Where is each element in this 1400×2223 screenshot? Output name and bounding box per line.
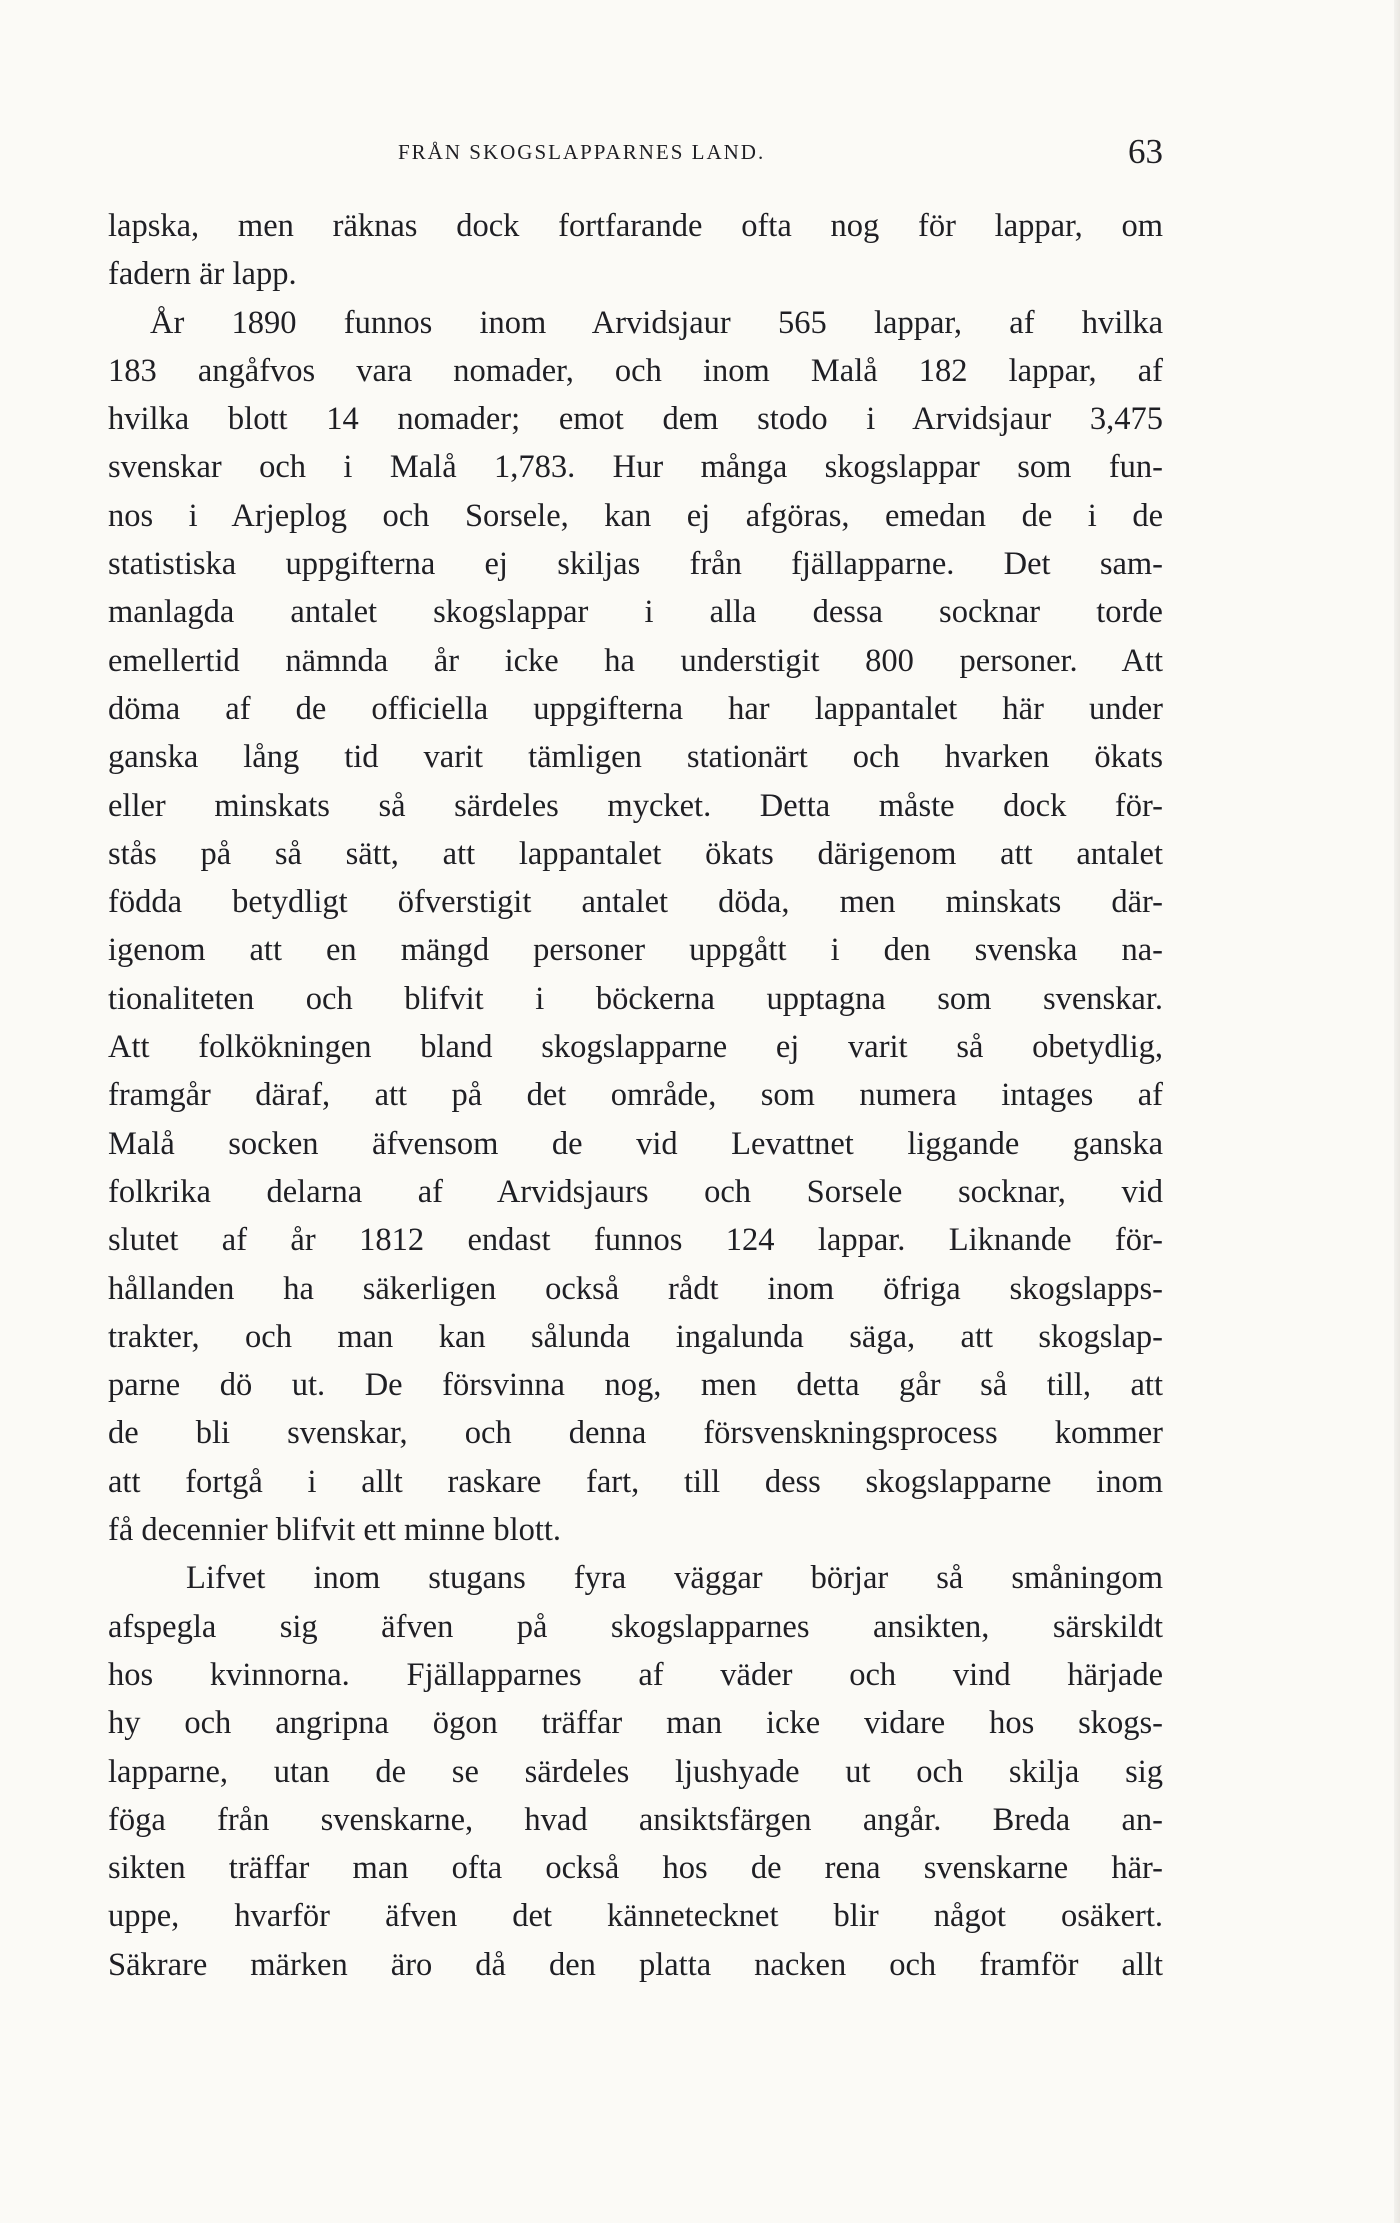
text-line: tionaliteten och blifvit i böckerna upptagna som svenskar. [108,980,1163,1017]
text-line: hvilka blott 14 nomader; emot dem stodo i Arvidsjaur 3,475 [108,401,1163,438]
text-line: hos kvinnorna. Fjällapparnes af väder och vind härjade [108,1656,1163,1693]
text-line: emellertid nämnda år icke ha understigit 800 personer. Att [108,642,1163,679]
text-line: slutet af år 1812 endast funnos 124 lappar. Liknande för- [108,1222,1163,1259]
text-line: afspegla sig äfven på skogslapparnes ansikten, särskildt [108,1608,1163,1645]
text-line: födda betydligt öfverstigit antalet döda, men minskats där- [108,884,1163,921]
text-line: framgår däraf, att på det område, som numera intages af [108,1077,1163,1114]
text-line: att fortgå i allt raskare fart, till dess skogslapparne inom [108,1463,1163,1500]
paragraph-first-line: Lifvet inom stugans fyra väggar börjar så småningom [186,1560,1163,1597]
text-line: fadern är lapp. [108,256,297,293]
text-line: hy och angripna ögon träffar man icke vidare hos skogs- [108,1705,1163,1742]
running-head [108,132,1163,172]
text-line: ganska lång tid varit tämligen stationärt och hvarken ökats [108,739,1163,776]
text-line: sikten träffar man ofta också hos de rena svenskarne här- [108,1850,1163,1887]
text-line: igenom att en mängd personer uppgått i den svenska na- [108,932,1163,969]
text-line: trakter, och man kan sålunda ingalunda säga, att skogslap- [108,1318,1163,1355]
text-line: manlagda antalet skogslappar i alla dessa socknar torde [108,594,1163,631]
page-number: 63 [1128,132,1163,171]
text-line: Malå socken äfvensom de vid Levattnet liggande ganska [108,1125,1163,1162]
text-line: nos i Arjeplog och Sorsele, kan ej afgöras, emedan de i de [108,497,1163,534]
text-line: föga från svenskarne, hvad ansiktsfärgen angår. Breda an- [108,1801,1163,1838]
text-line: uppe, hvarför äfven det kännetecknet blir något osäkert. [108,1898,1163,1935]
text-line: eller minskats så särdeles mycket. Detta måste dock för- [108,787,1163,824]
text-line: parne dö ut. De försvinna nog, men detta går så till, att [108,1367,1163,1404]
text-line: döma af de officiella uppgifterna har lappantalet här under [108,690,1163,727]
text-line: 183 angåfvos vara nomader, och inom Malå 182 lappar, af [108,352,1163,389]
text-line: de bli svenskar, och denna försvenskningsprocess kommer [108,1415,1163,1452]
text-line: statistiska uppgifterna ej skiljas från fjällapparne. Det sam- [108,546,1163,583]
paragraph-first-line: År 1890 funnos inom Arvidsjaur 565 lappar, af hvilka [150,304,1163,341]
text-line: Säkrare märken äro då den platta nacken och framför allt [108,1946,1163,1983]
body-text [108,202,1163,1989]
text-line: stås på så sätt, att lappantalet ökats därigenom att antalet [108,835,1163,872]
text-line: få decennier blifvit ett minne blott. [108,1512,562,1549]
text-line: folkrika delarna af Arvidsjaurs och Sorsele socknar, vid [108,1173,1163,1210]
text-line: svenskar och i Malå 1,783. Hur många skogslappar som fun- [108,449,1163,486]
text-line: lapparne, utan de se särdeles ljushyade ut och skilja sig [108,1753,1163,1790]
text-line: hållanden ha säkerligen också rådt inom öfriga skogslapps- [108,1270,1163,1307]
text-line: Att folkökningen bland skogslapparne ej varit så obetydlig, [108,1029,1163,1066]
running-title: FRÅN SKOGSLAPPARNES LAND. [398,140,766,164]
text-line: lapska, men räknas dock fortfarande ofta nog för lappar, om [108,208,1163,244]
